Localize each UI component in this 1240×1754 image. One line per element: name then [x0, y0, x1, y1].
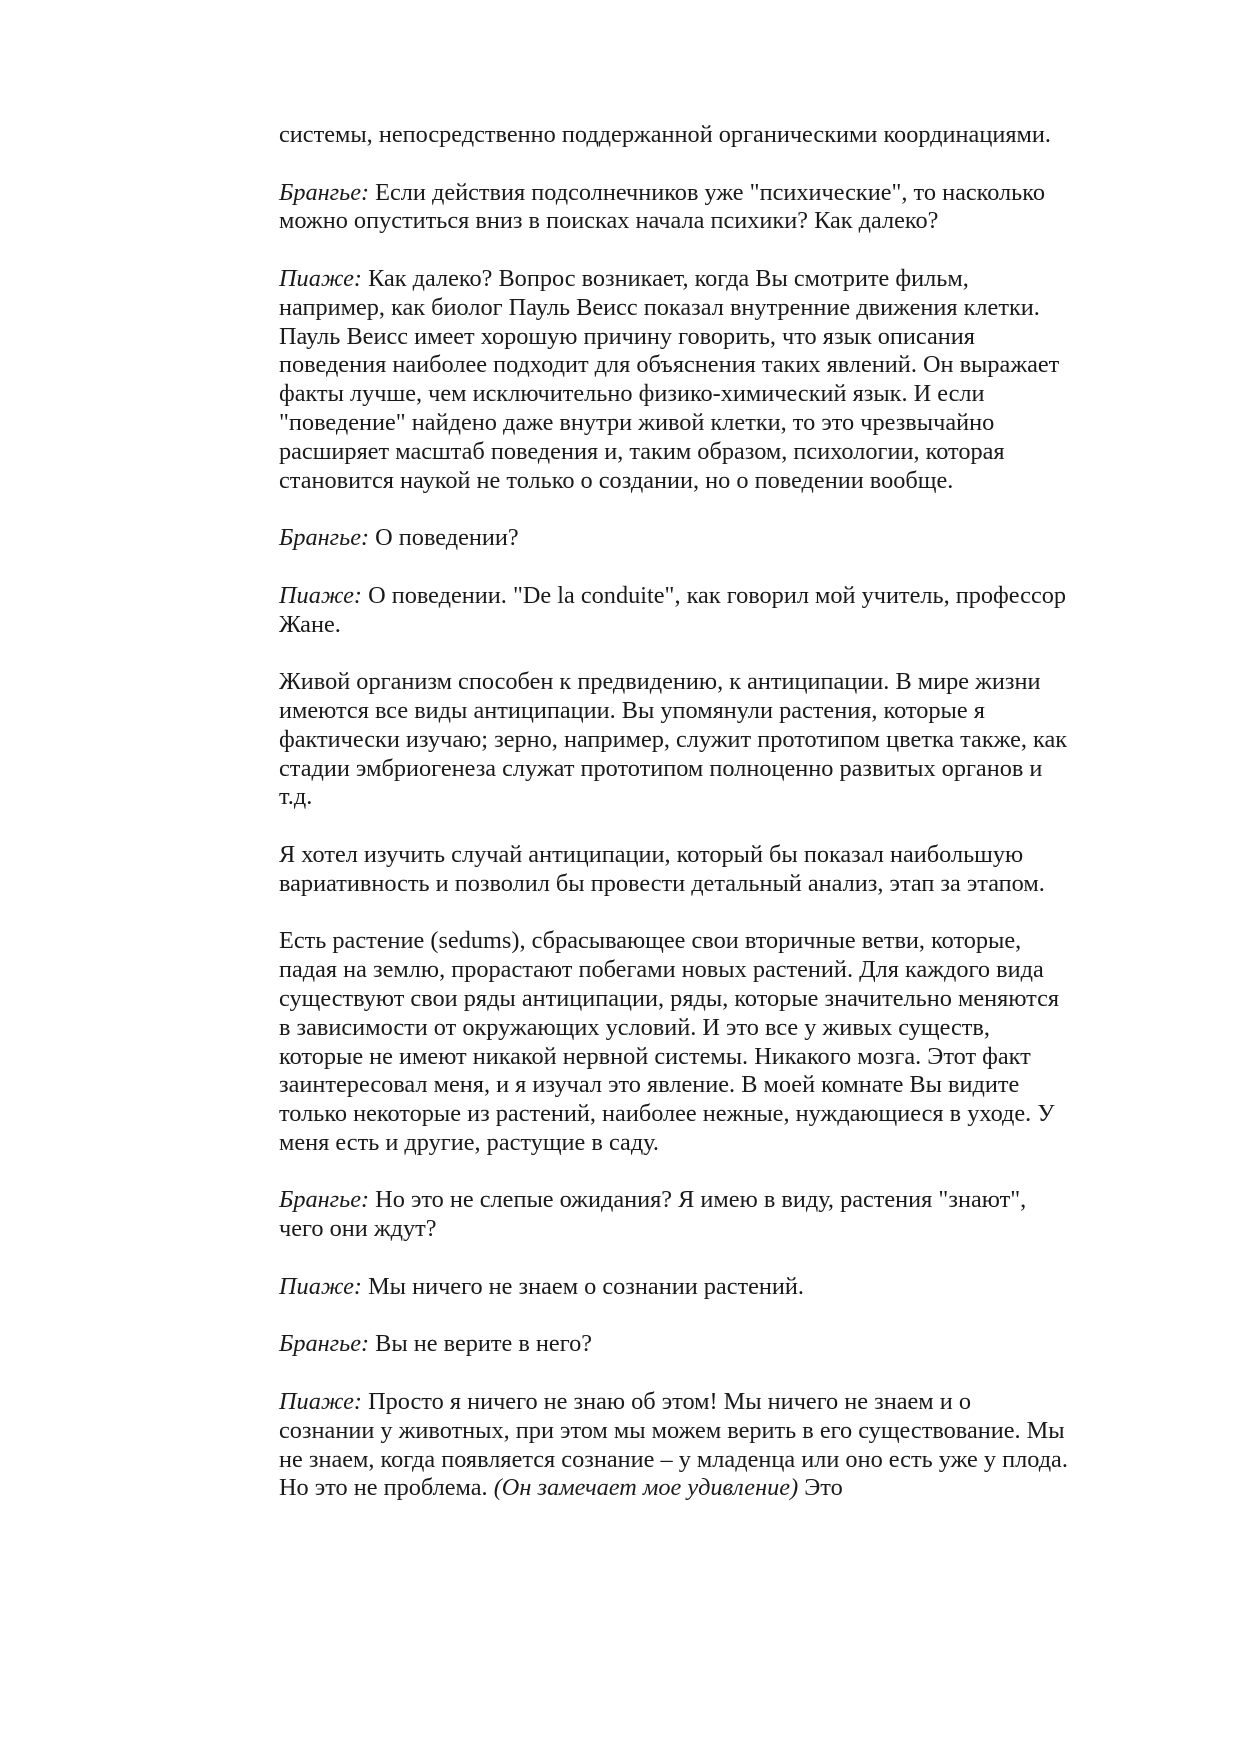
speaker-label: Брангье: [279, 178, 370, 206]
dialogue-paragraph [279, 524, 1069, 553]
paragraph-text: Вы не верите в него? [375, 1330, 593, 1358]
dialogue-paragraph [279, 265, 1069, 495]
paragraph-text: Я хотел изучить случай антиципации, который бы показал наибольшую вариативность и позволил бы провести детальный анализ, этап за этапом. [279, 840, 1045, 897]
speaker-label: Брангье: [279, 524, 370, 552]
paragraph-text: Есть растение (sedums), сбрасывающее свои вторичные ветви, которые, падая на землю, прорастают побегами новых растений. Для каждого вида существуют свои ряды антиципации, ряды, которые значительно меняются в зависимости от окружающих условий. И это все у живых существ, которые не имеют никакой нервной системы. Никакого мозга. Этот факт заинтересовал меня, и я изучал это явление. В моей комнате Вы видите только некоторые из растений, наиболее нежные, нуждающиеся в уходе. У меня есть и другие, растущие в саду. [279, 927, 1060, 1156]
paragraph-text: Как далеко? Вопрос возникает, когда Вы смотрите фильм, например, как биолог Пауль Веисс показал внутренние движения клетки. Пауль Веисс имеет хорошую причину говорить, что язык описания поведения наиболее подходит для объяснения таких явлений. Он выражает факты лучше, чем исключительно физико-химический язык. И если "поведение" найдено даже внутри живой клетки, то это чрезвычайно расширяет масштаб поведения и, таким образом, психологии, которая становится наукой не только о создании, но о поведении вообще. [279, 264, 1060, 494]
paragraph-text: О поведении. "De la conduite", как говорил мой учитель, профессор Жане. [279, 581, 1067, 638]
paragraph-text: Если действия подсолнечников уже "психические", то насколько можно опуститься вниз в поисках начала психики? Как далеко? [279, 178, 1045, 235]
speaker-label: Брангье: [279, 1330, 370, 1358]
speaker-label: Брангье: [279, 1186, 370, 1214]
paragraph [279, 841, 1069, 899]
paragraph-text: О поведении? [375, 524, 519, 552]
paragraph-text: Но это не слепые ожидания? Я имею в виду, растения "знают", чего они ждут? [279, 1186, 1027, 1243]
speaker-label: Пиаже: [279, 1272, 362, 1300]
speaker-label: Пиаже: [279, 581, 362, 609]
dialogue-paragraph [279, 1186, 1069, 1244]
dialogue-paragraph [279, 582, 1069, 640]
speaker-label: Пиаже: [279, 1388, 362, 1416]
paragraph-text: Просто я ничего не знаю об этом! Мы ничего не знаем и о сознании у животных, при этом мы можем верить в его существование. Мы не знаем, когда появляется сознание – у младенца или оно есть уже у плода. Но это не проблема. [279, 1388, 1068, 1502]
paragraph-text: Живой организм способен к предвидению, к антиципации. В мире жизни имеются все виды антиципации. Вы упомянули растения, которые я фактически изучаю; зерно, например, служит прототипом цветка также, как стадии эмбриогенеза служат прототипом полноценно развитых органов и т.д. [279, 668, 1068, 811]
dialogue-paragraph [279, 1273, 1069, 1302]
paragraph [279, 668, 1069, 812]
stage-direction: (Он замечает мое удивление) [493, 1474, 799, 1502]
paragraph-text: системы, непосредственно поддержанной органическими координациями. [279, 121, 1051, 148]
dialogue-paragraph [279, 1330, 1069, 1359]
speaker-label: Пиаже: [279, 264, 362, 292]
paragraph-text-tail: Это [804, 1474, 843, 1502]
dialogue-paragraph [279, 1388, 1069, 1503]
text-column [279, 121, 1069, 1532]
paragraph [279, 927, 1069, 1157]
paragraph [279, 121, 1069, 150]
dialogue-paragraph [279, 179, 1069, 237]
paragraph-text: Мы ничего не знаем о сознании растений. [368, 1272, 804, 1300]
